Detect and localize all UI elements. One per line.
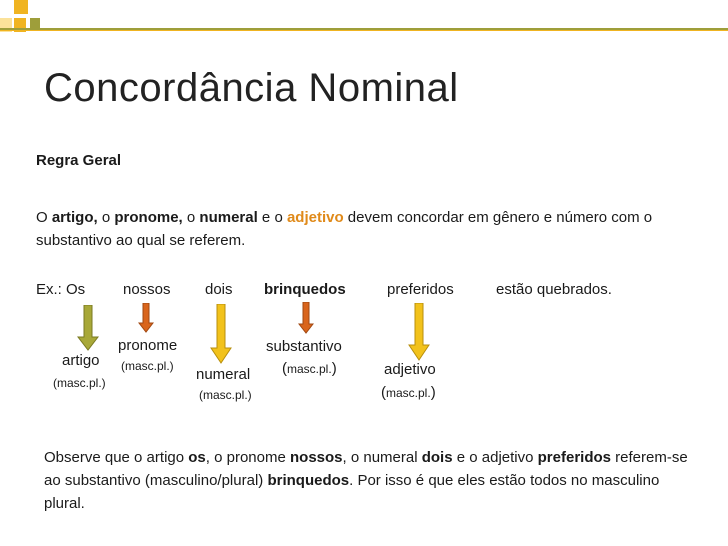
- label-pronome: pronome: [118, 337, 178, 354]
- label-numeral-sub: (masc.pl.): [199, 388, 252, 402]
- deco-square-gold: [14, 0, 28, 14]
- arrow-substantivo-icon: [298, 302, 314, 334]
- example-word-brinquedos: brinquedos: [264, 281, 346, 298]
- deco-square-olive: [30, 18, 40, 28]
- rule-paragraph: O artigo, o pronome, o numeral e o adjetivo devem concordar em gênero e número com o substantivo ao qual se referem.: [36, 209, 653, 249]
- example-word-estao-quebrados: estão quebrados.: [496, 281, 612, 298]
- label-pronome-sub: (masc.pl.): [121, 359, 174, 373]
- arrow-numeral-icon: [210, 304, 232, 364]
- example-word-nossos: nossos: [123, 281, 171, 298]
- label-artigo-sub: (masc.pl.): [53, 376, 106, 390]
- observation-paragraph: Observe que o artigo os, o pronome nossos, o numeral dois e o adjetivo preferidos referem-se ao substantivo (masculino/plural) brinquedos. Por isso é que eles estão todos no masculino plural.: [44, 449, 688, 512]
- top-divider-accent: [0, 30, 728, 31]
- label-adjetivo: adjetivo: [384, 361, 436, 378]
- arrow-pronome-icon: [138, 303, 154, 333]
- example-word-preferidos: preferidos: [387, 281, 454, 298]
- page-title: Concordância Nominal: [44, 66, 459, 110]
- example-prefix: Ex.: Os: [36, 281, 86, 298]
- label-numeral: numeral: [196, 366, 251, 383]
- label-substantivo: substantivo: [266, 338, 342, 355]
- example-word-dois: dois: [205, 281, 233, 298]
- arrow-artigo-icon: [77, 305, 99, 351]
- arrow-adjetivo-icon: [408, 303, 430, 361]
- label-adjetivo-sub: (masc.pl.): [381, 384, 436, 401]
- label-substantivo-sub: (masc.pl.): [282, 360, 337, 377]
- section-subtitle: Regra Geral: [36, 152, 122, 169]
- label-artigo: artigo: [62, 352, 100, 369]
